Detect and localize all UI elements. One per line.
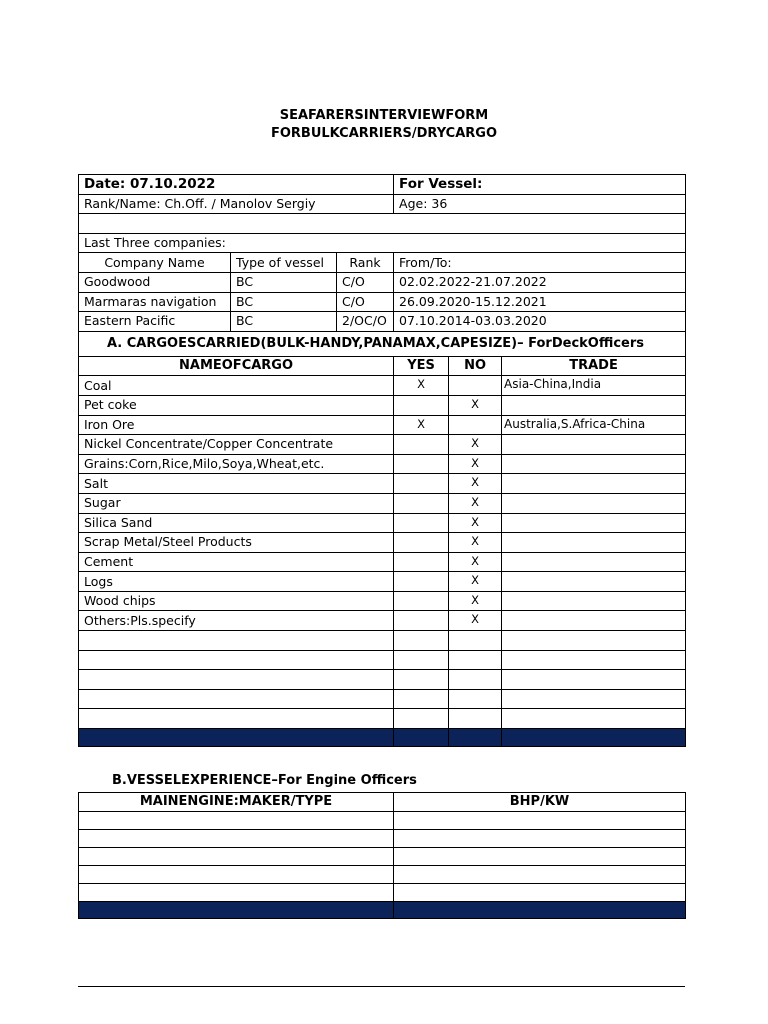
engine-power-cell[interactable] [394, 884, 686, 902]
cargo-yes-mark[interactable] [394, 454, 449, 474]
cargo-name[interactable]: Salt [79, 474, 394, 494]
period-header: From/To: [394, 253, 686, 273]
blank-row [79, 689, 686, 709]
rank[interactable]: C/O [337, 272, 394, 292]
cargo-yes-mark[interactable] [394, 493, 449, 513]
blank-cell[interactable] [502, 689, 686, 709]
cargo-no-mark[interactable]: X [449, 513, 502, 533]
companies-label: Last Three companies: [79, 233, 686, 253]
cargo-name[interactable]: Scrap Metal/Steel Products [79, 533, 394, 553]
cargo-trade[interactable] [502, 454, 686, 474]
cargo-trade[interactable] [502, 395, 686, 415]
cargo-name[interactable]: Wood chips [79, 591, 394, 611]
engine-row [79, 830, 686, 848]
company-name[interactable]: Eastern Pacific [79, 312, 231, 332]
cargo-trade[interactable] [502, 611, 686, 631]
cargo-no-mark[interactable]: X [449, 395, 502, 415]
cargo-yes-mark[interactable] [394, 533, 449, 553]
engine-maker-cell[interactable] [79, 866, 394, 884]
cargo-trade[interactable] [502, 474, 686, 494]
blank-cell[interactable] [79, 709, 394, 729]
cargo-yes-mark[interactable] [394, 591, 449, 611]
bhp-kw-header: BHP/KW [394, 793, 686, 812]
cargo-row [79, 474, 686, 494]
cargo-yes-mark[interactable] [394, 395, 449, 415]
cargo-name[interactable]: Logs [79, 572, 394, 592]
company-name[interactable]: Goodwood [79, 272, 231, 292]
cargo-name[interactable]: Others:Pls.specify [79, 611, 394, 631]
cargo-row [79, 376, 686, 396]
period[interactable]: 26.09.2020-15.12.2021 [394, 292, 686, 312]
rank-name-text: Rank/Name: Ch.Off. / Manolov Sergiy [84, 195, 316, 211]
cargo-trade[interactable] [502, 591, 686, 611]
cargo-trade[interactable]: Asia-China,India [502, 376, 686, 396]
cargo-no-mark[interactable]: X [449, 474, 502, 494]
main-engine-header: MAINENGINE:MAKER/TYPE [79, 793, 394, 812]
blank-cell[interactable] [502, 670, 686, 690]
cargo-row [79, 513, 686, 533]
for-vessel-label: For Vessel: [399, 176, 483, 193]
for-vessel-field[interactable] [394, 175, 686, 195]
period[interactable]: 07.10.2014-03.03.2020 [394, 312, 686, 332]
engine-row [79, 848, 686, 866]
cargo-section-title: A. CARGOESCARRIED(BULK-HANDY,PANAMAX,CAPESIZE)– ForDeckOfficers [79, 331, 686, 356]
blank-row [79, 631, 686, 651]
cargo-no-mark[interactable]: X [449, 572, 502, 592]
blank-row [79, 650, 686, 670]
no-header: NO [449, 356, 502, 376]
cargo-row [79, 611, 686, 631]
blank-cell[interactable] [79, 670, 394, 690]
vessel-type[interactable]: BC [231, 312, 337, 332]
cargo-name[interactable]: Cement [79, 552, 394, 572]
cargo-yes-mark[interactable] [394, 572, 449, 592]
engine-power-cell[interactable] [394, 812, 686, 830]
cargo-no-mark[interactable] [449, 415, 502, 435]
blank-cell[interactable] [79, 650, 394, 670]
date-field[interactable] [79, 175, 394, 195]
cargo-row [79, 415, 686, 435]
engine-maker-cell[interactable] [79, 830, 394, 848]
blank-cell[interactable] [449, 631, 502, 651]
cargo-no-mark[interactable]: X [449, 493, 502, 513]
cargo-name[interactable]: Grains:Corn,Rice,Milo,Soya,Wheat,etc. [79, 454, 394, 474]
cargo-no-mark[interactable]: X [449, 611, 502, 631]
engine-maker-cell[interactable] [79, 812, 394, 830]
cargo-no-mark[interactable] [449, 376, 502, 396]
cargo-yes-mark[interactable] [394, 552, 449, 572]
cargo-row [79, 552, 686, 572]
blank-cell[interactable] [449, 709, 502, 729]
company-row [79, 292, 686, 312]
cargo-row [79, 493, 686, 513]
cargo-no-mark[interactable]: X [449, 454, 502, 474]
cargo-name[interactable]: Nickel Concentrate/Copper Concentrate [79, 435, 394, 455]
cargo-yes-mark[interactable]: X [394, 376, 449, 396]
interview-form-table [78, 174, 686, 747]
blank-cell[interactable] [449, 689, 502, 709]
rank-header: Rank [337, 253, 394, 273]
date-text: Date: 07.10.2022 [84, 176, 216, 193]
engine-power-cell[interactable] [394, 866, 686, 884]
cargo-row [79, 572, 686, 592]
cargo-trade[interactable] [502, 493, 686, 513]
cargo-trade[interactable] [502, 572, 686, 592]
period[interactable]: 02.02.2022-21.07.2022 [394, 272, 686, 292]
vessel-type-header: Type of vessel [231, 253, 337, 273]
blank-cell[interactable] [79, 689, 394, 709]
cargo-trade[interactable] [502, 552, 686, 572]
cargo-yes-mark[interactable] [394, 435, 449, 455]
cargo-no-mark[interactable]: X [449, 533, 502, 553]
cargo-name[interactable]: Iron Ore [79, 415, 394, 435]
rank-name-field[interactable] [79, 194, 394, 214]
blank-cell[interactable] [394, 650, 449, 670]
trade-header: TRADE [502, 356, 686, 376]
cargo-row [79, 435, 686, 455]
engine-section-title: B.VESSELEXPERIENCE–For Engine Officers [112, 773, 417, 788]
blank-cell[interactable] [394, 709, 449, 729]
cargo-row [79, 395, 686, 415]
cargo-name[interactable]: Silica Sand [79, 513, 394, 533]
rank[interactable]: 2/OC/O [337, 312, 394, 332]
vessel-type[interactable]: BC [231, 272, 337, 292]
engine-footer-band [79, 902, 686, 919]
blank-cell[interactable] [502, 650, 686, 670]
cargo-row [79, 454, 686, 474]
cargo-name[interactable]: Pet coke [79, 395, 394, 415]
form-title-line-2: FORBULKCARRIERS/DRYCARGO [270, 126, 497, 141]
blank-cell[interactable] [394, 631, 449, 651]
cargo-yes-mark[interactable]: X [394, 415, 449, 435]
age-field[interactable] [394, 194, 686, 214]
engine-table [78, 792, 686, 919]
cargo-trade[interactable] [502, 533, 686, 553]
table-footer-band [79, 729, 686, 747]
blank-row[interactable] [79, 214, 686, 234]
cargo-name-header: NAMEOFCARGO [79, 356, 394, 376]
yes-header: YES [394, 356, 449, 376]
cargo-yes-mark[interactable] [394, 611, 449, 631]
cargo-trade[interactable] [502, 435, 686, 455]
engine-maker-cell[interactable] [79, 848, 394, 866]
company-name[interactable]: Marmaras navigation [79, 292, 231, 312]
cargo-no-mark[interactable]: X [449, 552, 502, 572]
blank-cell[interactable] [449, 670, 502, 690]
blank-cell[interactable] [394, 689, 449, 709]
blank-row [79, 670, 686, 690]
form-title-line-1: SEAFARERSINTERVIEWFORM [279, 108, 489, 123]
cargo-yes-mark[interactable] [394, 513, 449, 533]
blank-cell[interactable] [79, 631, 394, 651]
cargo-trade[interactable]: Australia,S.Africa-China [502, 415, 686, 435]
blank-cell[interactable] [502, 709, 686, 729]
vessel-type[interactable]: BC [231, 292, 337, 312]
blank-cell[interactable] [449, 650, 502, 670]
blank-cell[interactable] [502, 631, 686, 651]
engine-row [79, 812, 686, 830]
cargo-row [79, 591, 686, 611]
engine-power-cell[interactable] [394, 830, 686, 848]
rank[interactable]: C/O [337, 292, 394, 312]
blank-cell[interactable] [394, 670, 449, 690]
age-text: Age: 36 [399, 195, 448, 211]
cargo-name[interactable]: Coal [79, 376, 394, 396]
cargo-no-mark[interactable]: X [449, 591, 502, 611]
blank-row [79, 709, 686, 729]
engine-maker-cell[interactable] [79, 884, 394, 902]
company-name-header: Company Name [79, 253, 231, 273]
engine-power-cell[interactable] [394, 848, 686, 866]
company-row [79, 312, 686, 332]
footer-rule [78, 986, 685, 987]
engine-row [79, 866, 686, 884]
cargo-trade[interactable] [502, 513, 686, 533]
company-row [79, 272, 686, 292]
cargo-no-mark[interactable]: X [449, 435, 502, 455]
cargo-row [79, 533, 686, 553]
engine-row [79, 884, 686, 902]
cargo-name[interactable]: Sugar [79, 493, 394, 513]
cargo-yes-mark[interactable] [394, 474, 449, 494]
